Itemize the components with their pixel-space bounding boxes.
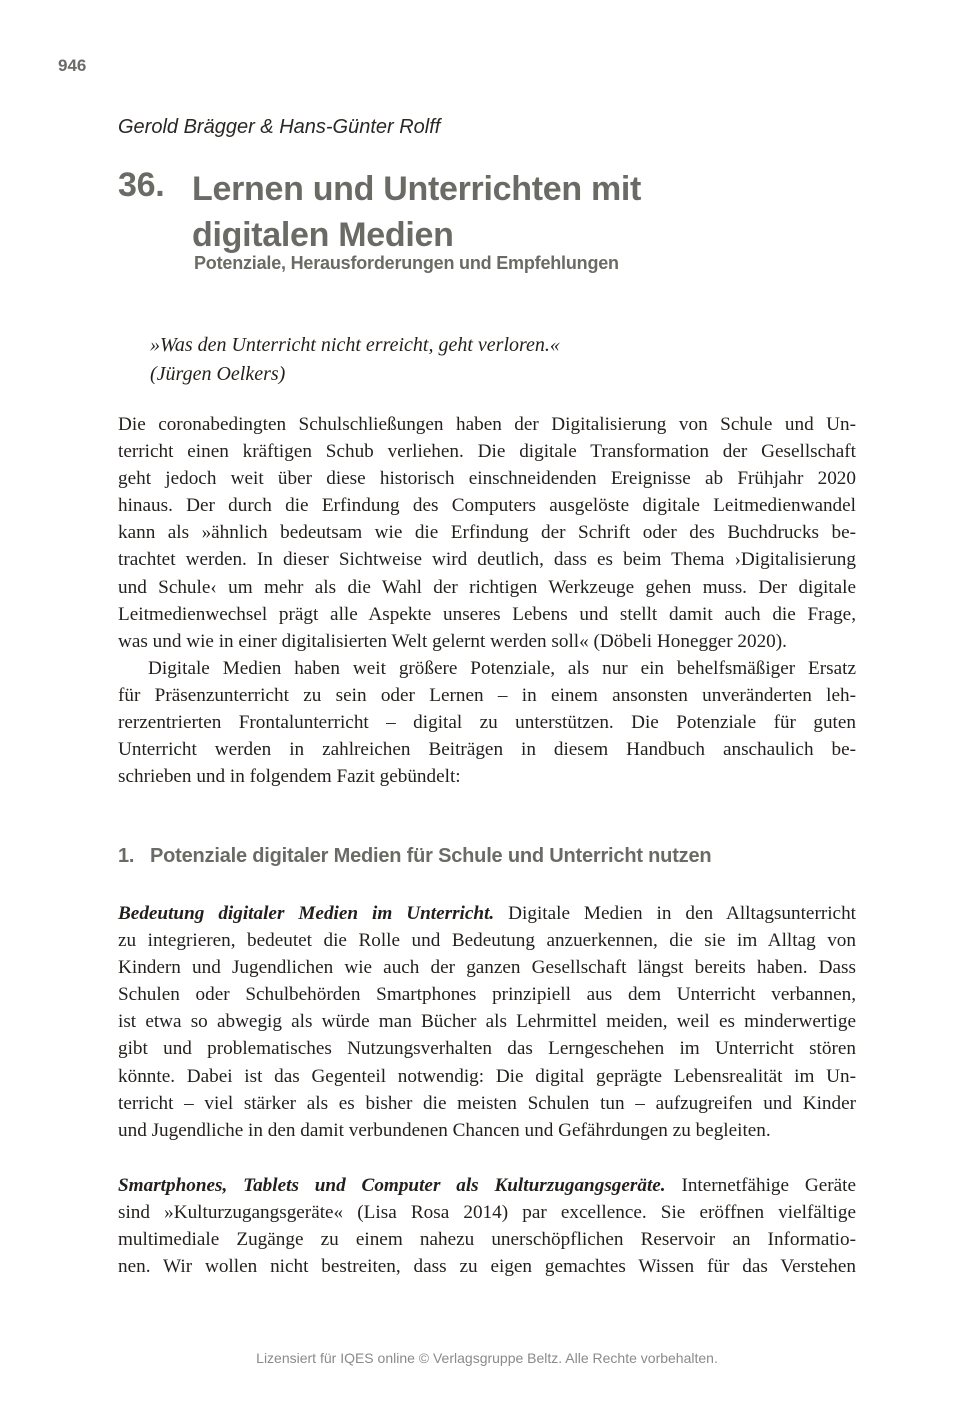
- text-line: was und wie in einer digitalisierten Welt gelernt werden soll« (Döbeli Honegger 2020).: [118, 630, 787, 652]
- text-line: hinaus. Der durch die Erfindung des Computers ausgelöste digitale Leitmedienwandel: [118, 495, 856, 517]
- paragraph-lead: Bedeutung digitaler Medien im Unterricht.: [118, 903, 495, 924]
- intro-paragraph-2: [118, 655, 856, 790]
- text-line: und Schule‹ um mehr als die Wahl der richtigen Werkzeuge gehen muss. Der digitale: [118, 576, 856, 598]
- text-line: und Jugendliche in den damit verbundenen Chancen und Gefährdungen zu begleiten.: [118, 1119, 771, 1141]
- chapter-title-line-1: Lernen und Unterrichten mit: [192, 170, 642, 208]
- chapter-title-line-2: digitalen Medien: [192, 216, 454, 254]
- section-heading: [118, 845, 711, 868]
- chapter-authors: Gerold Brägger & Hans-Günter Rolff: [118, 116, 441, 138]
- section-paragraph-2: [118, 1172, 856, 1280]
- text-line: für Präsenzunterricht zu sein oder Lernen – in einem ansonsten unveränderten leh-: [118, 685, 856, 707]
- epigraph-quote: »Was den Unterricht nicht erreicht, geht verloren.«: [150, 334, 560, 356]
- text-line: terricht einen kräftigen Schub verliehen. Die digitale Transformation der Gesellschaft: [118, 441, 856, 463]
- text-line: Kindern und Jugendlichen wie auch der ganzen Gesellschaft längst bereits haben. Dass: [118, 957, 856, 979]
- text-run: Digitale Medien in den Alltagsunterricht: [494, 903, 857, 924]
- chapter-subtitle: Potenziale, Herausforderungen und Empfehlungen: [194, 253, 619, 273]
- epigraph-source: (Jürgen Oelkers): [150, 363, 286, 385]
- text-line: rerzentrierten Frontalunterricht – digital zu unterstützen. Die Potenziale für guten: [118, 712, 856, 734]
- text-line: kann als »ähnlich bedeutsam wie die Erfindung der Schrift oder des Buchdrucks be-: [118, 522, 856, 544]
- text-line: Leitmedienwechsel prägt alle Aspekte unseres Lebens und stellt damit auch die Frage,: [118, 603, 856, 625]
- text-line: geht jedoch weit über diese historisch einschneidenden Ereignisse ab Frühjahr 2020: [118, 468, 856, 490]
- text-line: Unterricht werden in zahlreichen Beiträgen in diesem Handbuch anschaulich be-: [118, 739, 856, 761]
- text-line: multimediale Zugänge zu einem nahezu unerschöpflichen Reservoir an Informatio-: [118, 1229, 856, 1251]
- text-run: Internetfähige Geräte: [665, 1175, 856, 1196]
- license-footer: Lizensiert für IQES online © Verlagsgruppe Beltz. Alle Rechte vorbehalten.: [256, 1350, 718, 1366]
- text-line: ist etwa so abwegig als würde man Bücher als Lehrmittel meiden, weil es minderwertige: [118, 1011, 856, 1033]
- epigraph: [150, 331, 560, 389]
- text-line: zu integrieren, bedeutet die Rolle und Bedeutung anzuerkennen, die sie im Alltag von: [118, 930, 856, 952]
- intro-paragraph-1: [118, 411, 856, 655]
- paragraph-lead: Smartphones, Tablets und Computer als Kulturzugangsgeräte.: [118, 1175, 666, 1196]
- text-line: schrieben und in folgendem Fazit gebündelt:: [118, 766, 461, 788]
- text-line: Digitale Medien haben weit größere Potenziale, als nur ein behelfsmäßiger Ersatz: [148, 658, 856, 679]
- text-line: Schulen oder Schulbehörden Smartphones prinzipiell aus dem Unterricht verbannen,: [118, 984, 856, 1006]
- text-line: terricht – viel stärker als es bisher die meisten Schulen tun – aufzugreifen und Kinder: [118, 1092, 856, 1114]
- text-line: [118, 900, 856, 927]
- chapter-title: [192, 166, 792, 258]
- text-line: nen. Wir wollen nicht bestreiten, dass zu eigen gemachtes Wissen für das Verstehen: [118, 1256, 856, 1278]
- text-line: trachtet werden. In dieser Sichtweise wird deutlich, dass es beim Thema ›Digitalisierung: [118, 549, 856, 571]
- section-title: Potenziale digitaler Medien für Schule und Unterricht nutzen: [150, 845, 712, 867]
- section-number: 1.: [118, 845, 135, 867]
- chapter-number: 36.: [118, 166, 165, 204]
- text-line: Die coronabedingten Schulschließungen haben der Digitalisierung von Schule und Un-: [118, 414, 856, 435]
- section-paragraph-1: [118, 900, 856, 1144]
- text-line: [118, 1172, 856, 1199]
- text-line: gibt und problematisches Nutzungsverhalten das Lerngeschehen im Unterricht stören: [118, 1038, 856, 1060]
- text-line: könnte. Dabei ist das Gegenteil notwendig: Die digital geprägte Lebensrealität im Un-: [118, 1065, 856, 1087]
- page-number: 946: [58, 56, 87, 75]
- text-line: sind »Kulturzugangsgeräte« (Lisa Rosa 2014) par excellence. Sie eröffnen vielfältige: [118, 1202, 856, 1224]
